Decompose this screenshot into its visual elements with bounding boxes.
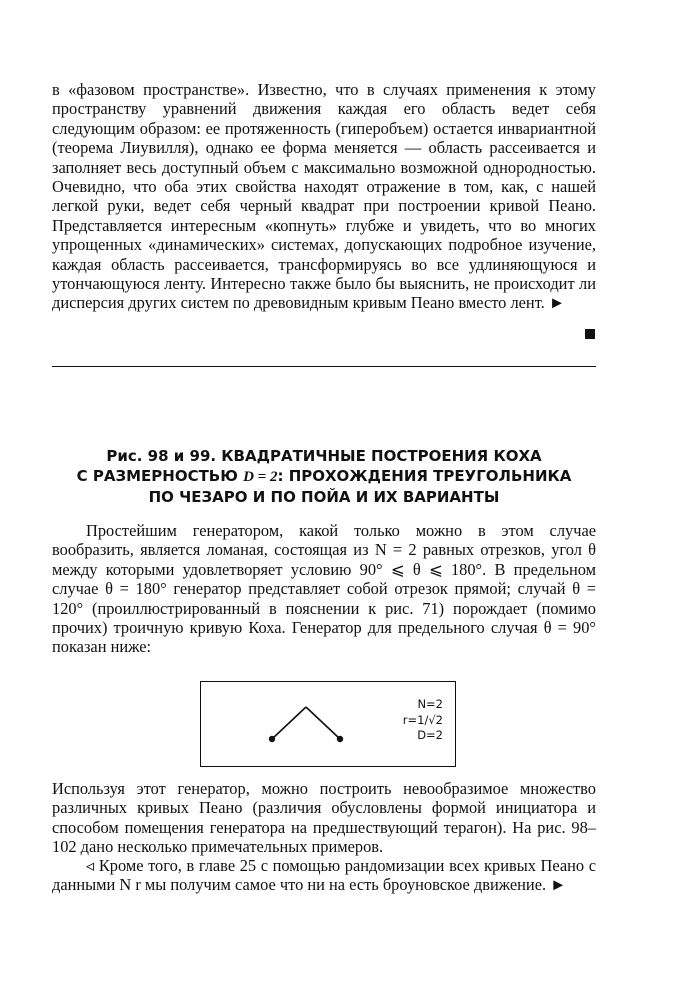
section-divider bbox=[52, 366, 596, 367]
figure-caption-heading bbox=[60, 446, 588, 507]
generator-segment-left bbox=[272, 707, 306, 739]
end-of-section-square-icon bbox=[585, 329, 595, 339]
label-r: r=1/√2 bbox=[402, 712, 443, 727]
generator-figure bbox=[200, 681, 456, 767]
generator-segment-right bbox=[306, 707, 340, 739]
heading-line-2-pre: С РАЗМЕРНОСТЬЮ bbox=[76, 467, 244, 485]
generator-start-point bbox=[269, 736, 275, 742]
heading-line-2 bbox=[60, 466, 588, 487]
generator-labels bbox=[403, 697, 443, 744]
heading-line-3: ПО ЧЕЗАРО И ПО ПОЙА И ИХ ВАРИАНТЫ bbox=[148, 488, 500, 506]
heading-line-1: Рис. 98 и 99. КВАДРАТИЧНЫЕ ПОСТРОЕНИЯ КОХА bbox=[106, 447, 542, 465]
label-d: D=2 bbox=[417, 728, 443, 742]
paragraph-peano-curves: Используя этот генератор, можно построить невообразимое множество различных кривых Пеано (различия обусловлены формой инициатора и способом помещения генератора на предшествующий терагон). На рис. 98–102 дано несколько примечательных примеров. bbox=[52, 779, 596, 857]
heading-math-dimension: D = 2 bbox=[243, 469, 278, 485]
generator-end-point bbox=[337, 736, 343, 742]
heading-line-2-post: : ПРОХОЖДЕНИЯ ТРЕУГОЛЬНИКА bbox=[277, 467, 572, 485]
paragraph-generator: Простейшим генератором, какой только можно в этом случае вообразить, является ломаная, состоящая из N = 2 равных отрезков, угол θ между которыми удовлетворяет условию 90° ⩽ θ ⩽ 180°. В предельном случае θ = 180° генератор представляет собой отрезок прямой; случай θ = 120° (проиллюстрированный в пояснении к рис. 71) порождает (помимо прочих) троичную кривую Коха. Генератор для предельного случая θ = 90° показан ниже: bbox=[52, 521, 596, 657]
paragraph-brownian: ◃ Кроме того, в главе 25 с помощью рандомизации всех кривых Пеано с данными N r мы получим самое что ни на есть броуновское движение. ► bbox=[52, 856, 596, 895]
paragraph-phase-space: в «фазовом пространстве». Известно, что в случаях применения к этому пространству уравнений движения каждая его область ведет себя следующим образом: ее протяженность (гиперобъем) остается инвариантной (теорема Лиувилля), однако ее форма меняется — область рассеивается и заполняет весь доступный объем с максимально возможной однородностью. Очевидно, что оба этих свойства находят отражение в том, как, с нашей легкой руки, ведет себя черный квадрат при построении кривой Пеано. Представляется интересным «копнуть» глубже и увидеть, что во многих упрощенных «динамических» системах, допускающих подробное изучение, каждая область рассеивается, трансформируясь во все удлиняющуюся и утончающуюся ленту. Интересно также было бы выяснить, не происходит ли дисперсия других систем по древовидным кривым Пеано вместо лент. ► bbox=[52, 80, 596, 313]
label-n: N=2 bbox=[417, 697, 443, 711]
